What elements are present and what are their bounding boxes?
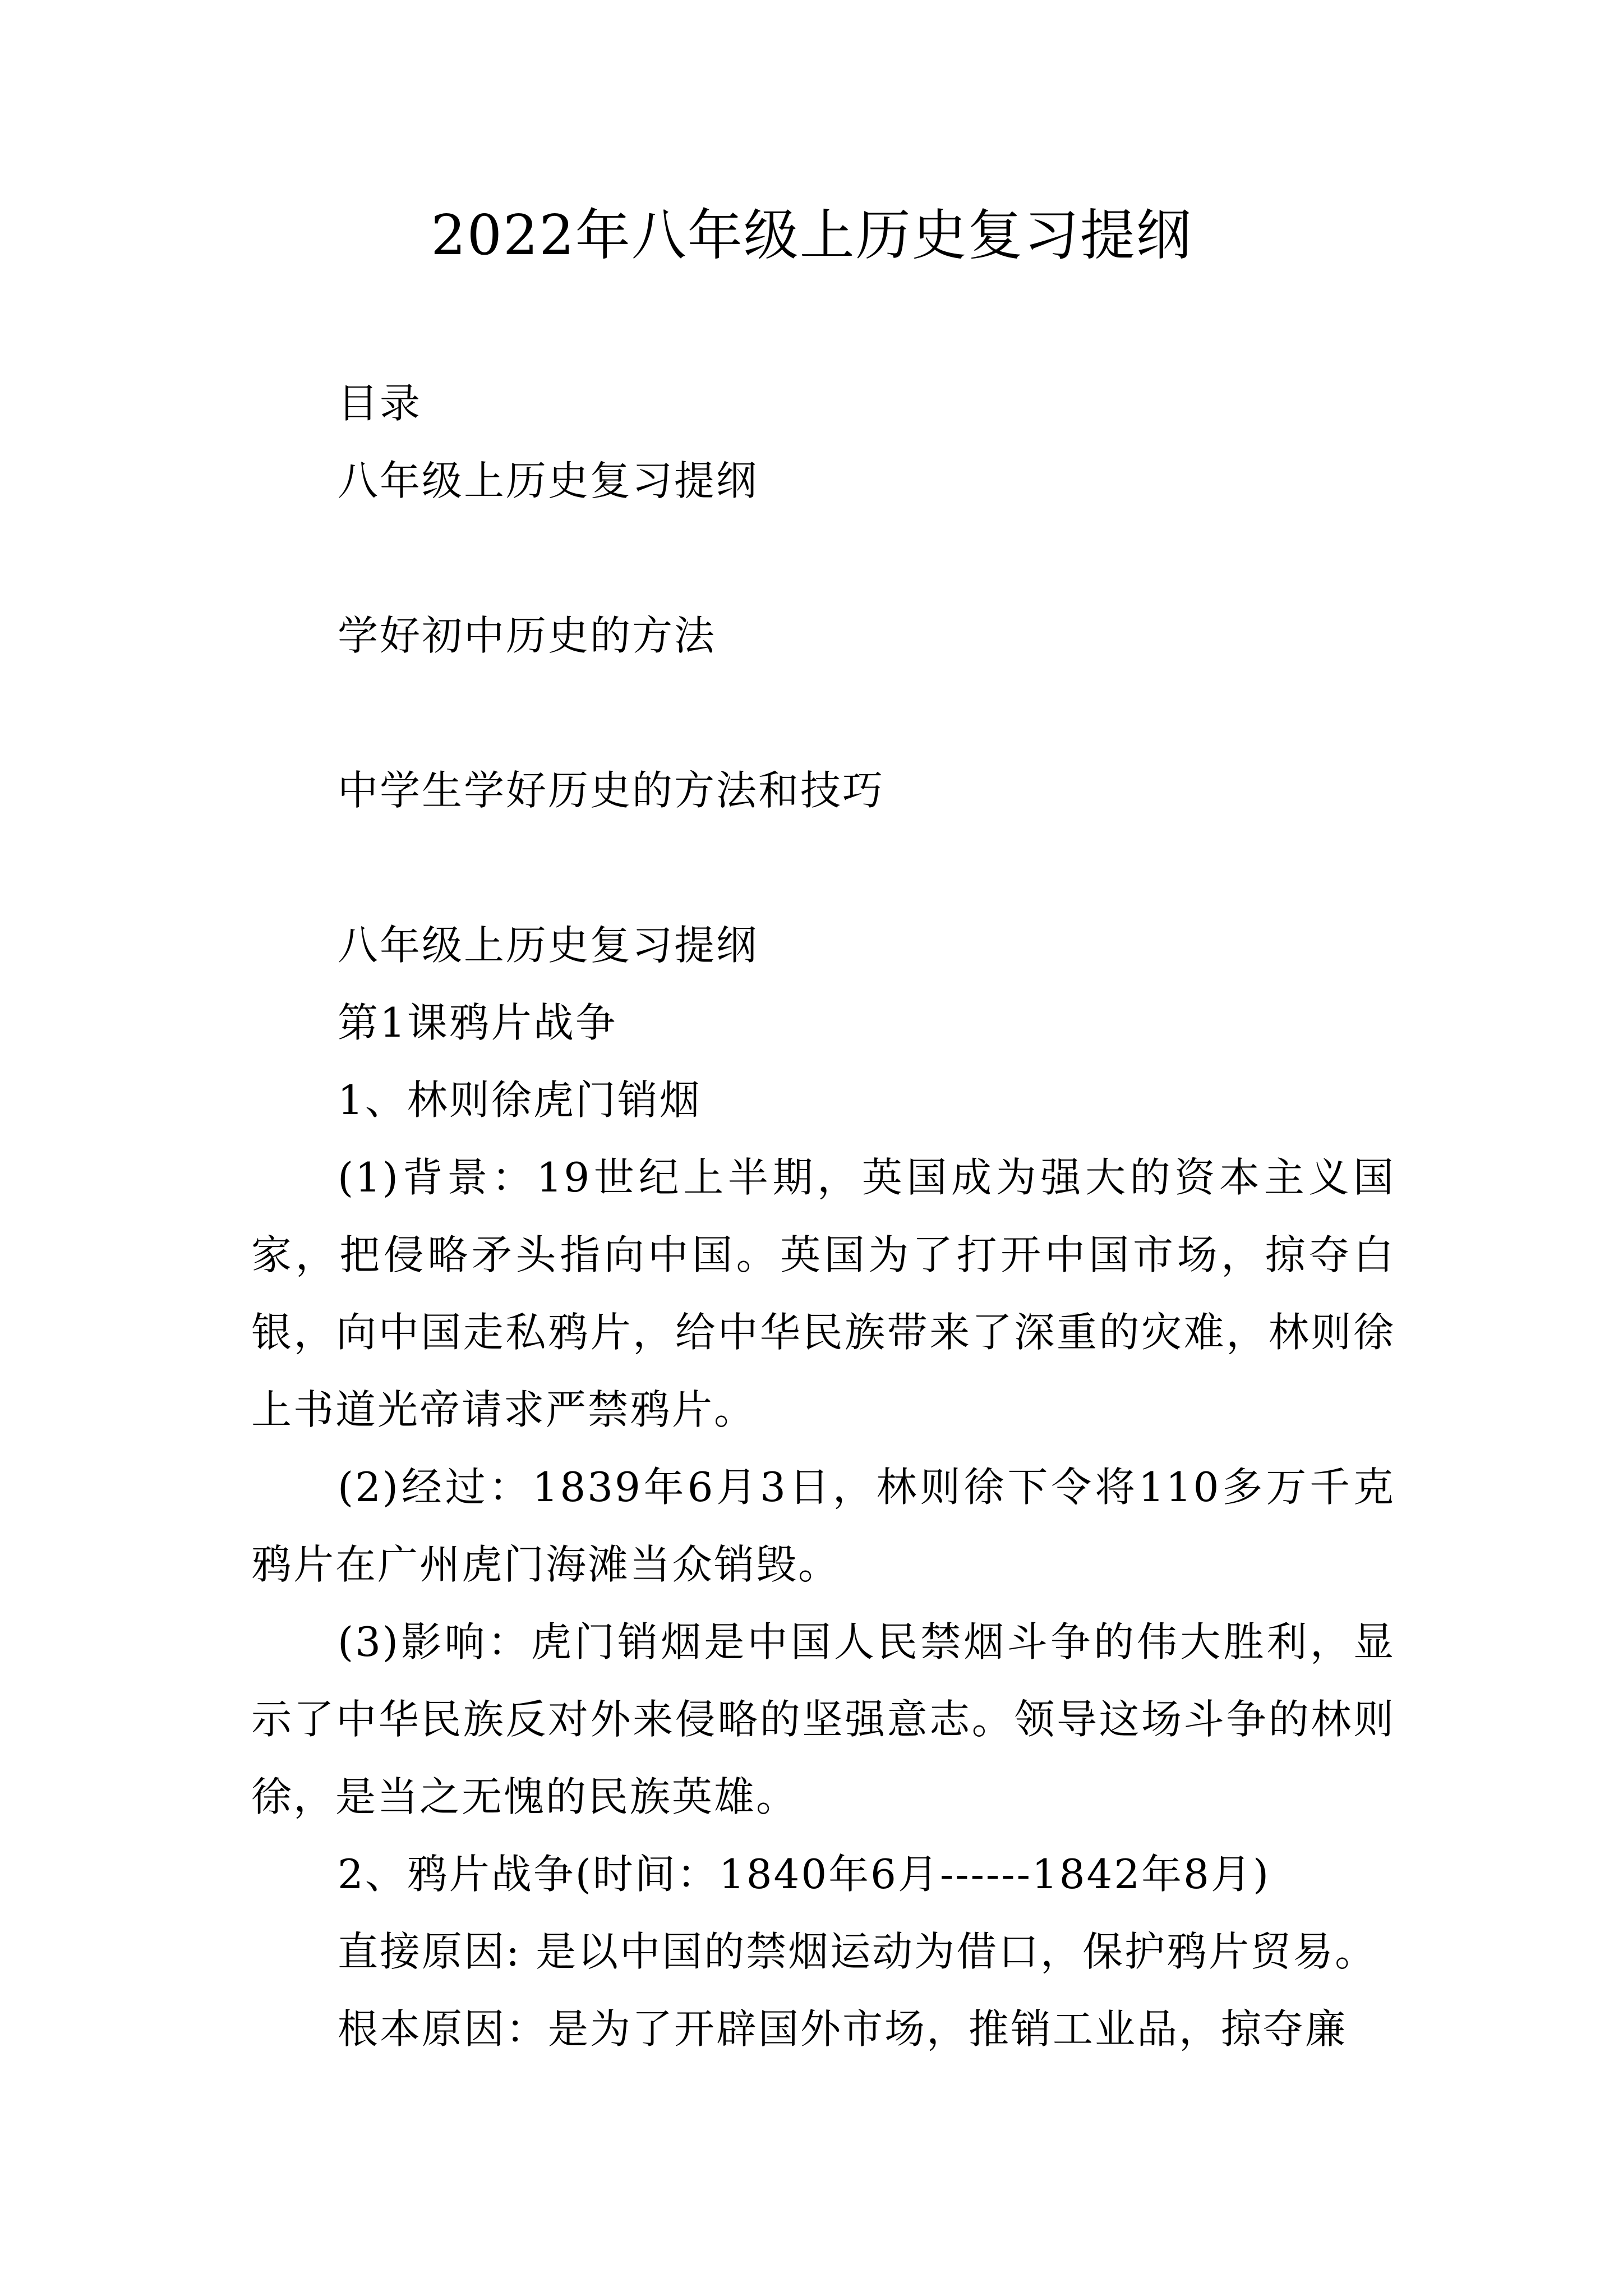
paragraph-background: (1)背景：19世纪上半期，英国成为强大的资本主义国家，把侵略矛头指向中国。英国为了打开中国市场，掠夺白银，向中国走私鸦片，给中华民族带来了深重的灾难，林则徐上书道光帝请求严禁鸦片。 [251,1154,1395,1433]
page-title: 2022年八年级上历史复习提纲 [431,204,1192,268]
toc-item-2: 学好初中历史的方法 [338,612,717,659]
paragraph-root-cause: 根本原因：是为了开辟国外市场，推销工业品，掠夺廉 [338,2005,1348,2053]
toc-heading: 目录 [338,380,422,427]
lesson-heading: 第1课鸦片战争 [338,999,617,1046]
toc-item-1: 八年级上历史复习提纲 [338,457,759,504]
subsection-heading: 1、林则徐虎门销烟 [338,1076,702,1124]
document-body [251,365,1395,2068]
paragraph-impact: (3)影响：虎门销烟是中国人民禁烟斗争的伟大胜利，显示了中华民族反对外来侵略的坚强意志。领导这场斗争的林则徐，是当之无愧的民族英雄。 [251,1618,1395,1820]
section-heading: 八年级上历史复习提纲 [338,922,759,969]
toc-item-3: 中学生学好历史的方法和技巧 [338,767,885,814]
paragraph-process: (2)经过：1839年6月3日，林则徐下令将110多万千克鸦片在广州虎门海滩当众销毁。 [251,1464,1395,1588]
subsection-heading-2: 2、鸦片战争(时间：1840年6月------1842年8月) [338,1851,1271,1898]
paragraph-direct-cause: 直接原因: 是以中国的禁烟运动为借口，保护鸦片贸易。 [338,1928,1377,1975]
